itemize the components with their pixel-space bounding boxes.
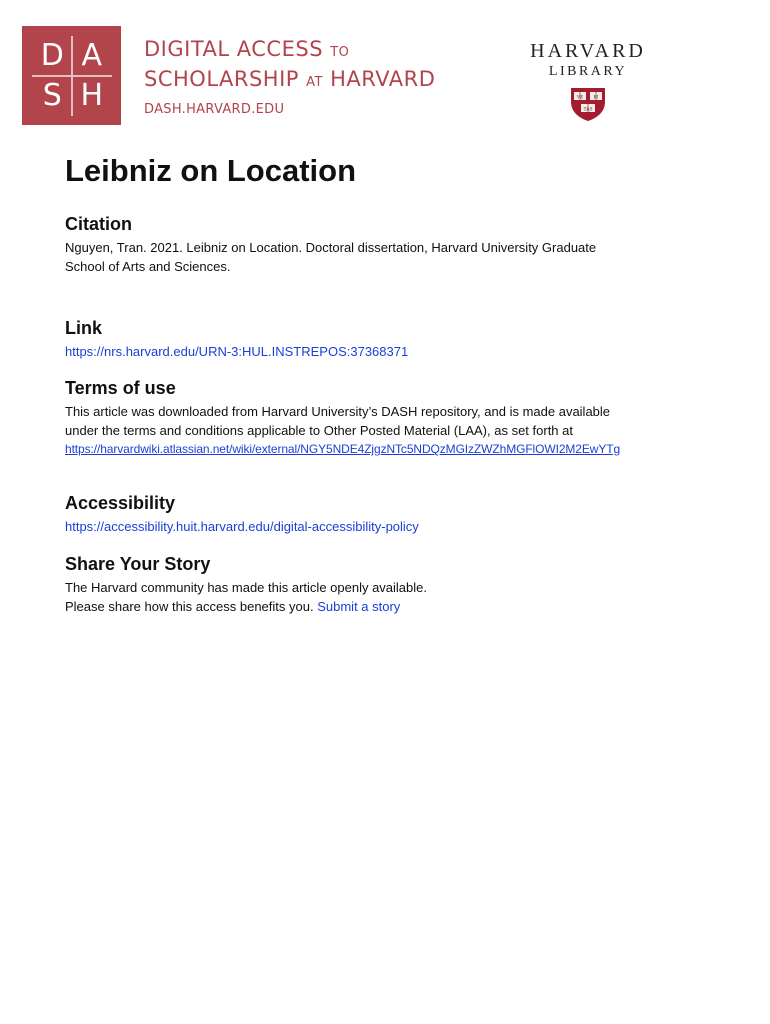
share-section bbox=[65, 554, 705, 616]
citation-section bbox=[65, 214, 705, 276]
dash-wordmark-line1 bbox=[144, 36, 435, 66]
citation-text: Nguyen, Tran. 2021. Leibniz on Location. Doctoral dissertation, Harvard University Graduate School of Arts and Sciences. bbox=[65, 240, 597, 274]
dash-logo-letters bbox=[34, 38, 110, 114]
submit-story-link[interactable]: Submit a story bbox=[317, 598, 401, 614]
dash-url: DASH.HARVARD.EDU bbox=[144, 102, 285, 117]
terms-text: This article was downloaded from Harvard University’s DASH repository, and is made available under the terms and conditions applicable to Other Posted Material (LAA), as set forth at bbox=[65, 404, 611, 438]
harvard-shield-icon bbox=[569, 86, 607, 122]
share-heading: Share Your Story bbox=[65, 554, 211, 574]
logo-letter: H bbox=[80, 77, 104, 113]
wordmark-text: AT bbox=[306, 75, 323, 90]
logo-letter: A bbox=[81, 38, 103, 74]
dash-logo bbox=[22, 26, 121, 125]
harvard-library-logo bbox=[515, 40, 661, 122]
link-section bbox=[65, 318, 705, 362]
permanent-link[interactable]: https://nrs.harvard.edu/URN-3:HUL.INSTREPOS:37368371 bbox=[65, 344, 409, 359]
share-text: Please share how this access benefits you. bbox=[65, 598, 314, 614]
shield-text: RI bbox=[593, 95, 599, 101]
citation-heading: Citation bbox=[65, 214, 132, 234]
accessibility-section bbox=[65, 493, 705, 537]
logo-letter: S bbox=[42, 77, 62, 113]
accessibility-link[interactable]: https://accessibility.huit.harvard.edu/digital-accessibility-policy bbox=[65, 519, 419, 534]
wordmark-text: HARVARD bbox=[330, 67, 436, 91]
harvard-library-label: LIBRARY bbox=[548, 64, 628, 79]
link-heading: Link bbox=[65, 318, 103, 338]
logo-letter: D bbox=[40, 38, 64, 74]
wordmark-text: DIGITAL ACCESS bbox=[144, 37, 324, 61]
share-text: The Harvard community has made this article openly available. bbox=[65, 580, 428, 595]
wordmark-text: TO bbox=[330, 45, 350, 60]
terms-section bbox=[65, 378, 705, 459]
wordmark-text: SCHOLARSHIP bbox=[144, 67, 299, 91]
dash-wordmark bbox=[144, 36, 435, 117]
document-title: Leibniz on Location bbox=[65, 153, 357, 188]
accessibility-heading: Accessibility bbox=[65, 493, 176, 513]
dash-wordmark-line2 bbox=[144, 66, 435, 96]
terms-heading: Terms of use bbox=[65, 378, 176, 398]
shield-text: VE bbox=[576, 95, 584, 101]
shield-text: TAS bbox=[583, 107, 593, 113]
harvard-name: HARVARD bbox=[530, 40, 646, 62]
terms-link[interactable]: https://harvardwiki.atlassian.net/wiki/external/NGY5NDE4ZjgzNTc5NDQzMGIzZWZhMGFlOWI2M2EwYTg bbox=[65, 442, 621, 456]
